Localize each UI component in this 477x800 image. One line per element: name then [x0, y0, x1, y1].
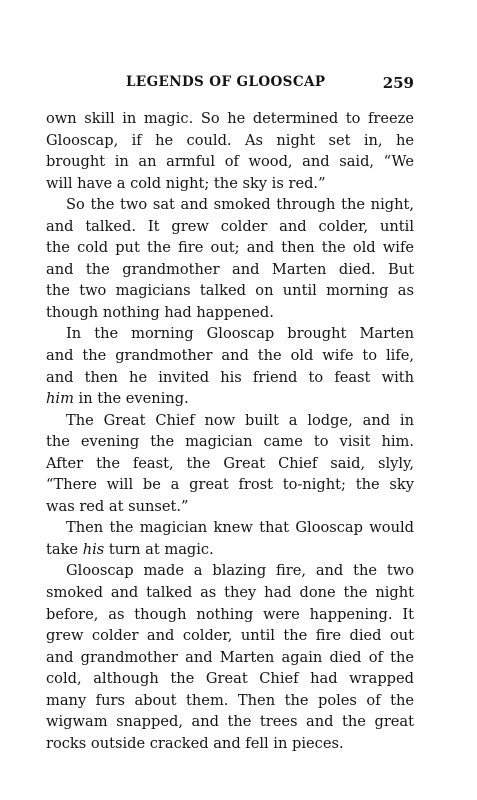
running-head	[46, 74, 414, 96]
text-fragment: turn at magic.	[104, 540, 214, 558]
text-line: and the grandmother and the old wife to life,	[46, 347, 414, 365]
text-line: and grandmother and Marten again died of the	[46, 648, 414, 666]
paragraph-5	[46, 517, 414, 560]
text-fragment: in the evening.	[73, 390, 189, 408]
text-line: brought in an armful of wood, and said, “We	[46, 153, 414, 171]
text-line: Then the magician knew that Glooscap would	[66, 519, 414, 537]
text-line: many furs about them. Then the poles of the	[46, 691, 414, 709]
text-line: the cold put the fire out; and then the old wife	[46, 239, 414, 257]
text-line: and talked. It grew colder and colder, until	[46, 217, 414, 235]
paragraph-3	[46, 323, 414, 409]
paragraph-2	[46, 194, 414, 323]
text-line: So the two sat and smoked through the night,	[66, 196, 414, 214]
text-line: The Great Chief now built a lodge, and in	[66, 411, 414, 429]
text-line: “There will be a great frost to-night; the sky	[46, 476, 414, 494]
text-line: After the feast, the Great Chief said, slyly,	[46, 454, 414, 472]
page-number: 259	[382, 74, 414, 92]
text-fragment: take	[46, 540, 83, 558]
text-line: and the grandmother and Marten died. But	[46, 260, 414, 278]
running-title: LEGENDS OF GLOOSCAP	[126, 74, 326, 90]
text-line: own skill in magic. So he determined to freeze	[46, 110, 414, 127]
text-line: smoked and talked as they had done the night	[46, 584, 414, 602]
paragraph-1	[46, 108, 414, 194]
text-line: though nothing had happened.	[46, 303, 274, 321]
text-line: the two magicians talked on until morning as	[46, 282, 414, 300]
text-line: Glooscap made a blazing fire, and the two	[66, 562, 414, 580]
text-line: the evening the magician came to visit him.	[46, 433, 414, 451]
text-line: will have a cold night; the sky is red.”	[46, 174, 326, 192]
text-line: cold, although the Great Chief had wrapped	[46, 670, 414, 688]
text-line	[46, 388, 414, 410]
italic-word: him	[46, 390, 74, 408]
text-line: Glooscap, if he could. As night set in, he	[46, 131, 414, 149]
paragraph-4	[46, 410, 414, 518]
text-line: grew colder and colder, until the fire died out	[46, 627, 414, 645]
text-line: rocks outside cracked and fell in pieces.	[46, 734, 344, 752]
paragraph-6	[46, 560, 414, 754]
text-line: wigwam snapped, and the trees and the great	[46, 713, 414, 731]
body-text	[46, 108, 414, 754]
text-line: In the morning Glooscap brought Marten	[66, 325, 414, 343]
text-line	[46, 539, 414, 561]
text-line: was red at sunset.”	[46, 497, 189, 515]
text-line: and then he invited his friend to feast with	[46, 368, 414, 386]
text-line: before, as though nothing were happening. It	[46, 605, 414, 623]
italic-word: his	[82, 540, 105, 558]
